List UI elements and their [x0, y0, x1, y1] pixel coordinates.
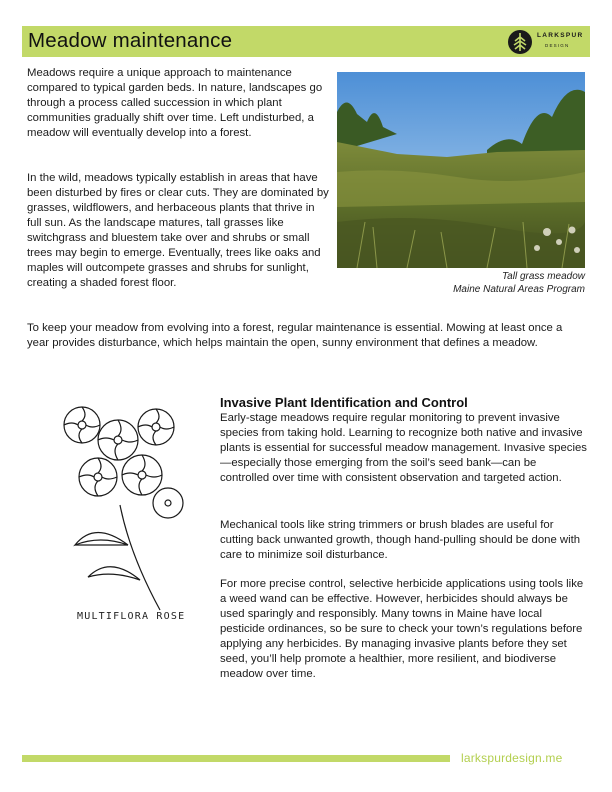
intro-paragraph-2: In the wild, meadows typically establish in areas that have been disturbed by fires or clear cuts. They are dominated by grasses, wildflowers, and herbaceous plants that thrive in full sun. As the landscape matures, tall grasses like switchgrass and bluestem take over and shrubs or small trees may begin to emerge. Eventually, trees like oaks and maples will outcompete grasses and shrubs for sunlight, creating a shaded forest floor. [27, 172, 329, 289]
footer-website-link[interactable]: larkspurdesign.me [461, 751, 563, 765]
page-title: Meadow maintenance [28, 29, 233, 52]
logo-tagline: DESIGN [545, 43, 570, 48]
photo-caption-title: Tall grass meadow [501, 271, 585, 282]
meadow-photo [337, 72, 585, 268]
photo-caption-source: Maine Natural Areas Program [453, 284, 585, 295]
invasive-paragraph-3: For more precise control, selective herbicide applications using tools like a weed wand can be effective. However, herbicides should always be used sparingly and responsibly. Many towns in Maine have local pesticide ordinances, so be sure to check your town’s regulations before applying any herbicides. By managing invasive plants before they set seed, you’ll help promote a healthier, more resilient, and biodiverse meadow over time. [220, 578, 584, 680]
intro-paragraph-1: Meadows require a unique approach to maintenance compared to typical garden beds. In nature, landscapes go through a process called succession in which plant communities gradually shift over time. Left undisturbed, a meadow will eventually develop into a forest. [27, 67, 323, 139]
intro-paragraph-3: To keep your meadow from evolving into a forest, regular maintenance is essential. Mowing at least once a year provides disturbance, which helps maintain the open, sunny environment that defines a meadow. [27, 322, 563, 349]
illustration-label: MULTIFLORA ROSE [77, 611, 186, 622]
invasive-section-heading: Invasive Plant Identification and Control [220, 395, 468, 410]
larkspur-logo-icon [506, 29, 534, 55]
invasive-paragraph-1: Early-stage meadows require regular monitoring to prevent invasive species from taking hold. Learning to recognize both native and invasive plants is essential for successful meadow management. Invasive species—especially those emerging from the soil’s seed bank—can be controlled over time with consistent observation and targeted action. [220, 412, 587, 484]
header-bar [22, 26, 590, 57]
photo-caption [337, 270, 585, 296]
multiflora-rose-illustration [40, 395, 200, 635]
footer-bar [22, 755, 450, 762]
larkspur-logo [506, 29, 586, 55]
logo-name: LARKSPUR [537, 32, 584, 39]
invasive-paragraph-2: Mechanical tools like string trimmers or brush blades are useful for cutting back unwanted growth, though hand-pulling should be done with care to minimize soil disturbance. [220, 519, 581, 561]
